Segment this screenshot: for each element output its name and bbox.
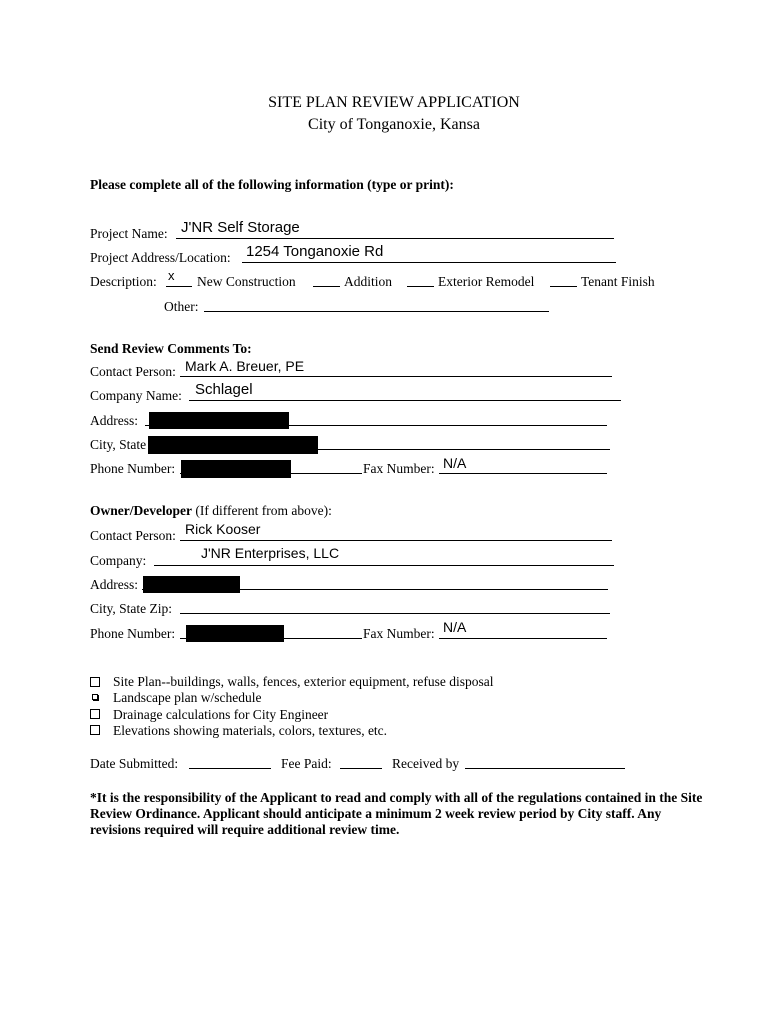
other-line[interactable] bbox=[204, 299, 549, 312]
redacted-city-block bbox=[148, 436, 318, 454]
review-address-label: Address: bbox=[90, 413, 138, 428]
redacted-owner-address-block bbox=[143, 576, 240, 593]
owner-heading: Owner/Developer bbox=[90, 503, 192, 518]
owner-heading-line bbox=[90, 503, 332, 519]
checklist-item-landscape-plan: Landscape plan w/schedule bbox=[113, 690, 262, 705]
review-heading: Send Review Comments To: bbox=[90, 341, 252, 356]
review-fax-value[interactable]: N/A bbox=[443, 455, 467, 471]
project-address-label: Project Address/Location: bbox=[90, 250, 231, 265]
new-construction-mark[interactable]: x bbox=[168, 268, 175, 283]
redacted-phone-block bbox=[181, 460, 291, 478]
date-submitted-line[interactable] bbox=[189, 756, 271, 769]
owner-address-label: Address: bbox=[90, 577, 138, 592]
checklist-item-site-plan: Site Plan--buildings, walls, fences, exterior equipment, refuse disposal bbox=[113, 674, 494, 689]
option-addition: Addition bbox=[344, 274, 393, 289]
addition-blank[interactable] bbox=[313, 274, 340, 287]
project-address-value[interactable]: 1254 Tonganoxie Rd bbox=[246, 243, 384, 260]
owner-city-line[interactable] bbox=[180, 601, 610, 614]
option-new-construction: New Construction bbox=[197, 274, 296, 289]
review-company-value[interactable]: Schlagel bbox=[195, 381, 253, 398]
owner-contact-value[interactable]: Rick Kooser bbox=[185, 521, 261, 537]
checklist-item-elevations: Elevations showing materials, colors, textures, etc. bbox=[113, 723, 388, 738]
review-contact-value[interactable]: Mark A. Breuer, PE bbox=[185, 358, 305, 374]
date-submitted-label: Date Submitted: bbox=[90, 756, 179, 771]
instructions: Please complete all of the following information (type or print): bbox=[90, 177, 454, 192]
received-by-label: Received by bbox=[392, 756, 460, 771]
checklist-item-drainage: Drainage calculations for City Engineer bbox=[113, 707, 329, 722]
owner-city-label: City, State Zip: bbox=[90, 601, 172, 616]
owner-fax-value[interactable]: N/A bbox=[443, 619, 467, 635]
owner-company-label: Company: bbox=[90, 553, 147, 568]
owner-phone-label: Phone Number: bbox=[90, 626, 176, 641]
option-exterior-remodel: Exterior Remodel bbox=[438, 274, 535, 289]
review-city-label: City, State bbox=[90, 437, 147, 452]
checkbox-drainage[interactable] bbox=[90, 709, 100, 719]
checkbox-elevations[interactable] bbox=[90, 725, 100, 735]
description-label: Description: bbox=[90, 274, 157, 289]
review-fax-label: Fax Number: bbox=[363, 461, 435, 476]
owner-fax-label: Fax Number: bbox=[363, 626, 435, 641]
owner-contact-label: Contact Person: bbox=[90, 528, 176, 543]
other-label: Other: bbox=[164, 299, 199, 314]
form-subtitle: City of Tonganoxie, Kansa bbox=[308, 116, 480, 133]
owner-heading-note: (If different from above): bbox=[191, 503, 332, 518]
checkbox-site-plan[interactable] bbox=[90, 677, 100, 687]
review-contact-label: Contact Person: bbox=[90, 364, 176, 379]
received-by-line[interactable] bbox=[465, 756, 625, 769]
review-company-line[interactable] bbox=[189, 388, 621, 401]
tenant-finish-blank[interactable] bbox=[550, 274, 577, 287]
checkbox-landscape-plan[interactable] bbox=[92, 694, 98, 700]
form-title: SITE PLAN REVIEW APPLICATION bbox=[268, 94, 520, 111]
option-tenant-finish: Tenant Finish bbox=[581, 274, 655, 289]
fee-paid-line[interactable] bbox=[340, 756, 382, 769]
responsibility-notice: *It is the responsibility of the Applicant to read and comply with all of the regulations contained in the Site Review Ordinance. Applicant should anticipate a minimum 2 week review period by City staff. Any revisions required will require additional review time. bbox=[90, 790, 703, 837]
redacted-owner-phone-block bbox=[186, 625, 284, 642]
fee-paid-label: Fee Paid: bbox=[281, 756, 332, 771]
review-phone-label: Phone Number: bbox=[90, 461, 176, 476]
exterior-remodel-blank[interactable] bbox=[407, 274, 434, 287]
owner-company-value[interactable]: J'NR Enterprises, LLC bbox=[201, 545, 340, 561]
project-name-label: Project Name: bbox=[90, 226, 168, 241]
project-name-value[interactable]: J'NR Self Storage bbox=[181, 219, 300, 236]
redacted-address-block bbox=[149, 412, 289, 429]
review-company-label: Company Name: bbox=[90, 388, 182, 403]
